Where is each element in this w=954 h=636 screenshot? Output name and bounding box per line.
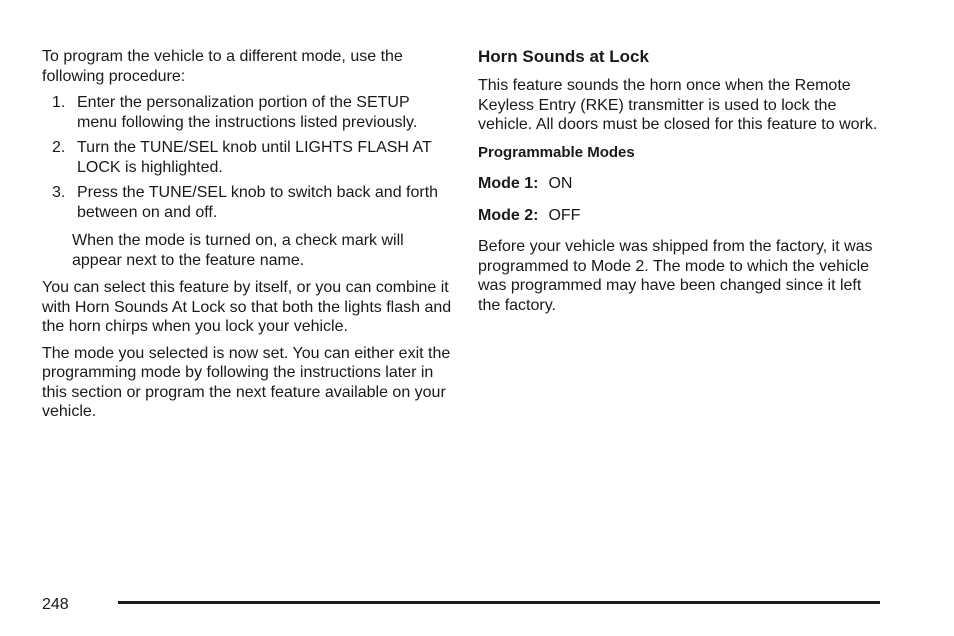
step-text: Enter the personalization portion of the SETUP menu following the instructions listed previously. (77, 94, 418, 131)
mode-row (478, 206, 878, 226)
section-heading: Horn Sounds at Lock (478, 47, 649, 66)
step-item (42, 93, 452, 132)
modes-heading: Programmable Modes (478, 143, 635, 161)
combine-paragraph: You can select this feature by itself, or you can combine it with Horn Sounds At Lock so that both the lights flash and the horn chirps when you lock your vehicle. (42, 279, 452, 335)
footer-rule (118, 601, 880, 604)
mode-label: Mode 2: (478, 206, 539, 224)
mode-set-paragraph: The mode you selected is now set. You can either exit the programming mode by following the instructions later in this section or program the next feature available on your vehicle. (42, 344, 451, 420)
left-column (42, 47, 452, 429)
mode-label: Mode 1: (478, 175, 539, 192)
step-item (42, 183, 452, 222)
mode-value: ON (548, 175, 573, 192)
step-number: 2. (52, 139, 66, 156)
step-note: When the mode is turned on, a check mark will appear next to the feature name. (72, 232, 404, 269)
right-column (478, 47, 878, 322)
step-text: Press the TUNE/SEL knob to switch back and forth between on and off. (77, 184, 439, 221)
procedure-steps (42, 93, 452, 222)
step-number: 3. (52, 184, 66, 201)
page-number: 248 (42, 596, 69, 613)
mode-row (478, 174, 878, 194)
step-item (42, 138, 452, 177)
step-text: Turn the TUNE/SEL knob until LIGHTS FLASH AT LOCK is highlighted. (77, 139, 432, 176)
feature-description: This feature sounds the horn once when the Remote Keyless Entry (RKE) transmitter is used to lock the vehicle. All doors must be closed for this feature to work. (478, 77, 878, 133)
mode-value: OFF (548, 206, 581, 224)
factory-note: Before your vehicle was shipped from the factory, it was programmed to Mode 2. The mode to which the vehicle was programmed may have been changed since it left the factory. (478, 238, 873, 314)
page-footer (42, 595, 880, 615)
intro-paragraph: To program the vehicle to a different mode, use the following procedure: (42, 48, 403, 85)
step-number: 1. (52, 94, 66, 111)
